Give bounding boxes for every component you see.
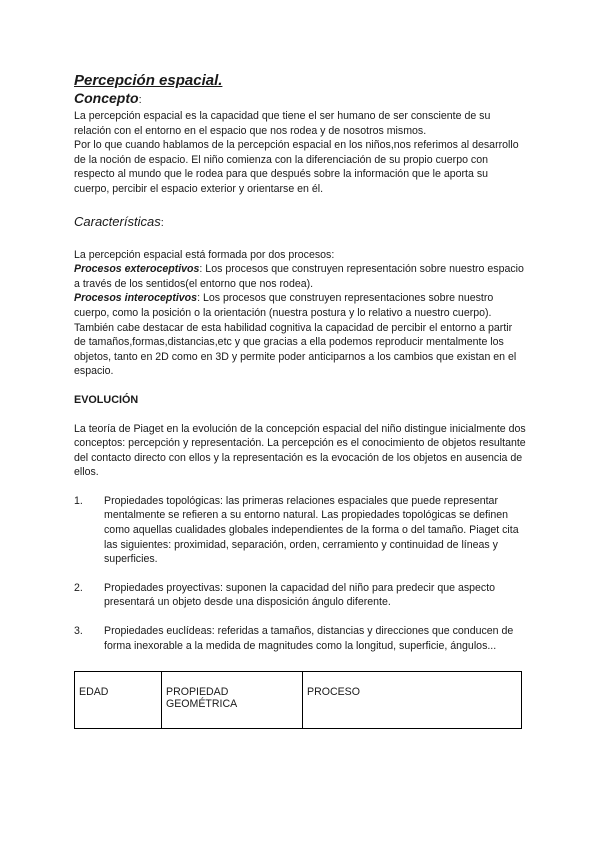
properties-table: [74, 671, 522, 729]
document-content: [74, 72, 526, 653]
table-header-cell: PROCESO: [303, 672, 522, 729]
list-item-text: Propiedades proyectivas: suponen la capacidad del niño para predecir que aspecto presentará un objeto desde una disposición ángulo diferente.: [104, 581, 496, 609]
interoceptive-paragraph: [74, 291, 526, 320]
exteroceptive-text: : Los procesos que construyen representación sobre nuestro espacio a través de los sentidos(el entorno que nos rodea).: [74, 263, 524, 290]
list-item-text: Propiedades euclídeas: referidas a tamaños, distancias y direcciones que conducen de forma inexorable a la medida de magnitudes como la longitud, superficie, ángulos...: [104, 625, 514, 652]
list-item-number: 1.: [74, 494, 83, 507]
characteristics-intro: La percepción espacial está formada por dos procesos:: [74, 248, 335, 261]
list-item: [74, 624, 526, 653]
page-title: Percepción espacial.: [74, 72, 223, 89]
list-item-number: 2.: [74, 581, 83, 594]
list-item-text: Propiedades topológicas: las primeras relaciones espaciales que puede representar mentalmente se refieren a su entorno natural. Las propiedades topológicas se definen como aquellas cualidades globales independientes de la forma o del tamaño. Piaget cita las siguientes: proximidad, separación, orden, cerramiento y continuidad de líneas y superficies.: [104, 494, 519, 566]
concept-paragraph-1: La percepción espacial es la capacidad que tiene el ser humano de ser consciente de su relación con el entorno en el espacio que nos rodea y de nosotros mismos.: [74, 110, 491, 137]
characteristics-heading-colon: :: [160, 216, 164, 229]
characteristics-heading-line: [74, 214, 526, 231]
list-item: [74, 494, 526, 567]
characteristics-heading: Características: [74, 213, 161, 229]
characteristics-extra: También cabe destacar de esta habilidad cognitiva la capacidad de percibir el entorno a partir de tamaños,formas,distancias,etc y que gracias a ella podemos reproducir mentalmente los objetos, tanto en 2D como en 3D y permite poder anticiparnos a los cambios que existan en el espacio.: [74, 321, 517, 378]
concept-heading: Concepto: [74, 90, 139, 106]
interoceptive-term: Procesos interoceptivos: [74, 292, 198, 305]
exteroceptive-term: Procesos exteroceptivos: [74, 263, 200, 276]
concept-heading-colon: :: [138, 94, 142, 106]
concept-heading-line: [74, 90, 526, 109]
list-item-number: 3.: [74, 625, 83, 638]
concept-paragraph-2: Por lo que cuando hablamos de la percepción espacial en los niños,nos referimos al desarrollo de la noción de espacio. El niño comienza con la diferenciación de su propio cuerpo con respecto al mundo que le rodea para que después sobre la información que le aporta su cuerpo, percibir el espacio exterior y orientarse en él.: [74, 139, 519, 195]
evolution-intro: La teoría de Piaget en la evolución de la concepción espacial del niño distingue inicialmente dos conceptos: percepción y representación. La percepción es el conocimiento de objetos resultante del contacto directo con ellos y la representación es la evocación de los objetos en ausencia de ellos.: [74, 422, 526, 479]
table-header-row: [75, 672, 522, 729]
evolution-heading: EVOLUCIÓN: [74, 393, 139, 406]
exteroceptive-paragraph: [74, 262, 526, 291]
table-header-cell: PROPIEDAD GEOMÉTRICA: [162, 672, 303, 729]
list-item: [74, 581, 526, 610]
interoceptive-text: : Los procesos que construyen representaciones sobre nuestro cuerpo, como la posición o la orientación (nuestra postura y lo relativo a nuestro cuerpo).: [74, 292, 494, 319]
table-header-cell: EDAD: [75, 672, 162, 729]
